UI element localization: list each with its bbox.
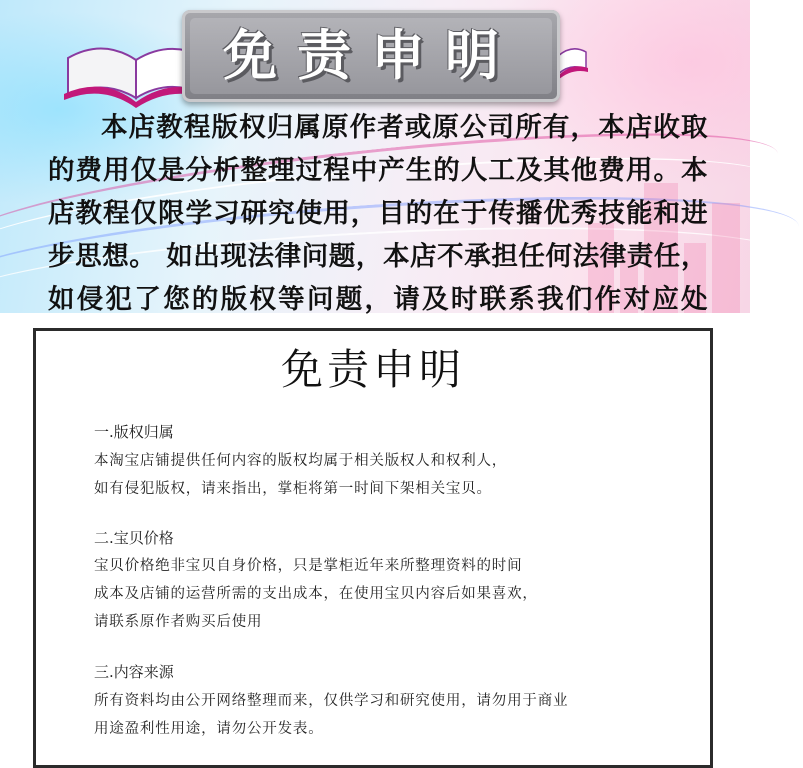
section-line: 用途盈利性用途，请勿公开发表。 bbox=[94, 721, 324, 737]
section-line: 如有侵犯版权，请来指出，掌柜将第一时间下架相关宝贝。 bbox=[94, 481, 492, 497]
skyline-block bbox=[712, 203, 740, 313]
banner-paragraph: 本店教程版权归属原作者或原公司所有，本店收取的费用仅是分析整理过程中产生的人工及其他费用。本店教程仅限学习研究使用，目的在于传播优秀技能和进步思想。 如出现法律问题，本店不承担任何法律责任， 如侵犯了您的版权等问题，请及时联系我们作对应处 bbox=[48, 112, 708, 315]
disclaimer-banner bbox=[0, 0, 750, 313]
section-line: 宝贝价格绝非宝贝自身价格，只是掌柜近年来所整理资料的时间 bbox=[94, 558, 523, 574]
section-line: 本淘宝店铺提供任何内容的版权均属于相关版权人和权利人， bbox=[94, 453, 508, 469]
section-line: 请联系原作者购买后使用 bbox=[94, 614, 263, 630]
section-line: 成本及店铺的运营所需的支出成本，在使用宝贝内容后如果喜欢， bbox=[94, 586, 538, 602]
banner-title: 免责申明 bbox=[223, 24, 519, 87]
section-heading-copyright: 一.版权归属 bbox=[94, 423, 174, 441]
section-heading-source: 三.内容来源 bbox=[94, 663, 174, 681]
section-heading-price: 二.宝贝价格 bbox=[94, 529, 174, 547]
section-line: 所有资料均由公开网络整理而来，仅供学习和研究使用，请勿用于商业 bbox=[94, 693, 569, 709]
disclaimer-document bbox=[33, 328, 713, 768]
document-title: 免责申明 bbox=[280, 345, 465, 394]
